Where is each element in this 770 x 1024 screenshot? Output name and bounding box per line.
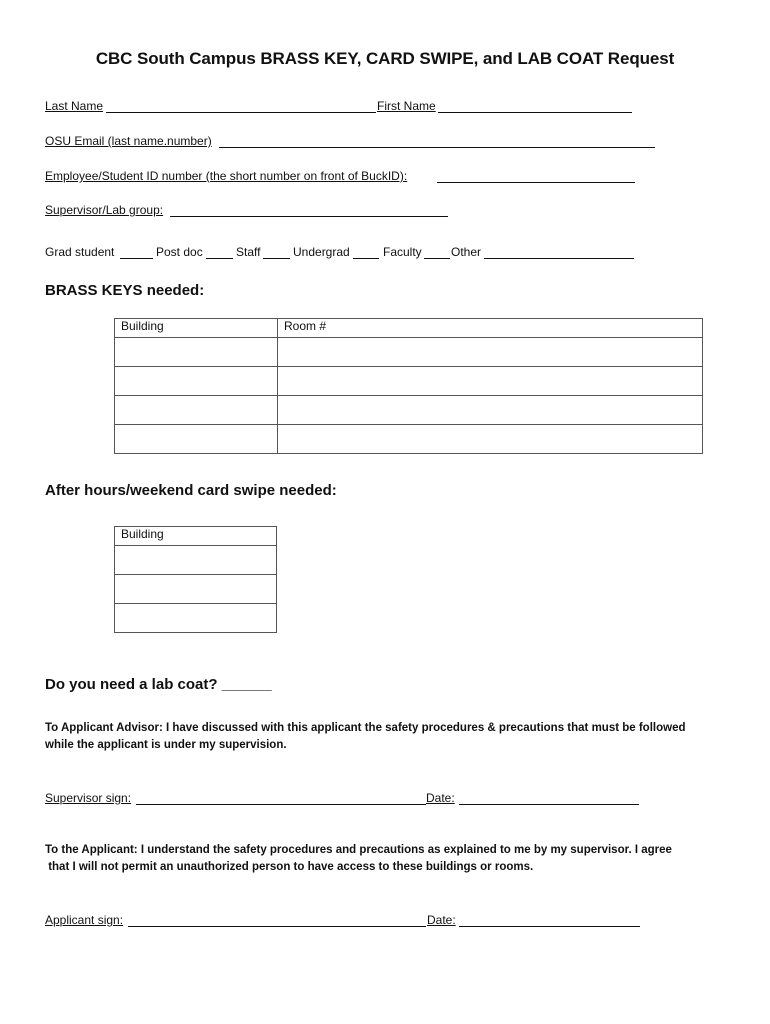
first-name-field[interactable] (438, 112, 632, 113)
osu-email-field[interactable] (219, 147, 655, 148)
card-swipe-building-cell[interactable] (115, 575, 277, 604)
applicant-date-field[interactable] (459, 926, 640, 927)
card-swipe-building-header: Building (115, 527, 277, 546)
first-name-label: First Name (377, 99, 436, 113)
supervisor-sign-field[interactable] (136, 804, 426, 805)
supervisor-field[interactable] (170, 216, 448, 217)
lab-coat-question: Do you need a lab coat? ______ (45, 676, 272, 693)
supervisor-date-field[interactable] (459, 804, 639, 805)
role-other-label: Other (451, 245, 482, 259)
applicant-sign-field[interactable] (128, 926, 426, 927)
role-faculty-label: Faculty (383, 245, 422, 259)
osu-email-label: OSU Email (last name.number) (45, 134, 212, 148)
applicant-statement-line2: that I will not permit an unauthorized person to have access to these buildings or rooms. (45, 861, 534, 873)
applicant-statement-line1: To the Applicant: I understand the safety procedures and precautions as explained to me by my supervisor. I agree (45, 844, 672, 856)
role-postdoc-label: Post doc (156, 245, 203, 259)
advisor-statement-line1: To Applicant Advisor: I have discussed with this applicant the safety procedures & precautions that must be followed (45, 722, 686, 734)
last-name-label: Last Name (45, 99, 104, 113)
role-other-blank[interactable] (484, 258, 634, 259)
role-undergrad-blank[interactable] (353, 258, 379, 259)
role-faculty-blank[interactable] (424, 258, 450, 259)
role-undergrad-label: Undergrad (293, 245, 350, 259)
applicant-sign-label: Applicant sign: (45, 913, 124, 927)
applicant-statement (45, 842, 745, 876)
role-grad-label: Grad student (45, 245, 115, 259)
brass-keys-room-cell[interactable] (278, 396, 703, 425)
form-title: CBC South Campus BRASS KEY, CARD SWIPE, and LAB COAT Request (95, 49, 675, 68)
brass-keys-room-cell[interactable] (278, 425, 703, 454)
brass-keys-room-header: Room # (278, 319, 703, 338)
brass-keys-table (114, 318, 703, 454)
brass-keys-room-cell[interactable] (278, 338, 703, 367)
brass-keys-heading: BRASS KEYS needed: (45, 282, 205, 299)
last-name-field[interactable] (106, 112, 376, 113)
role-staff-label: Staff (236, 245, 261, 259)
brass-keys-room-cell[interactable] (278, 367, 703, 396)
brass-keys-building-cell[interactable] (115, 367, 278, 396)
card-swipe-heading: After hours/weekend card swipe needed: (45, 482, 337, 499)
role-staff-blank[interactable] (263, 258, 290, 259)
applicant-date-label: Date: (427, 913, 456, 927)
brass-keys-building-cell[interactable] (115, 425, 278, 454)
advisor-statement-line2: while the applicant is under my supervision. (45, 739, 287, 751)
brass-keys-building-cell[interactable] (115, 396, 278, 425)
brass-keys-building-cell[interactable] (115, 338, 278, 367)
role-grad-blank[interactable] (120, 258, 153, 259)
supervisor-label: Supervisor/Lab group: (45, 203, 164, 217)
supervisor-date-label: Date: (426, 791, 455, 805)
supervisor-sign-label: Supervisor sign: (45, 791, 132, 805)
card-swipe-table (114, 526, 277, 633)
role-postdoc-blank[interactable] (206, 258, 233, 259)
brass-keys-building-header: Building (115, 319, 278, 338)
employee-id-label: Employee/Student ID number (the short number on front of BuckID): (45, 169, 408, 183)
employee-id-field[interactable] (437, 182, 635, 183)
advisor-statement (45, 720, 745, 754)
card-swipe-building-cell[interactable] (115, 546, 277, 575)
card-swipe-building-cell[interactable] (115, 604, 277, 633)
